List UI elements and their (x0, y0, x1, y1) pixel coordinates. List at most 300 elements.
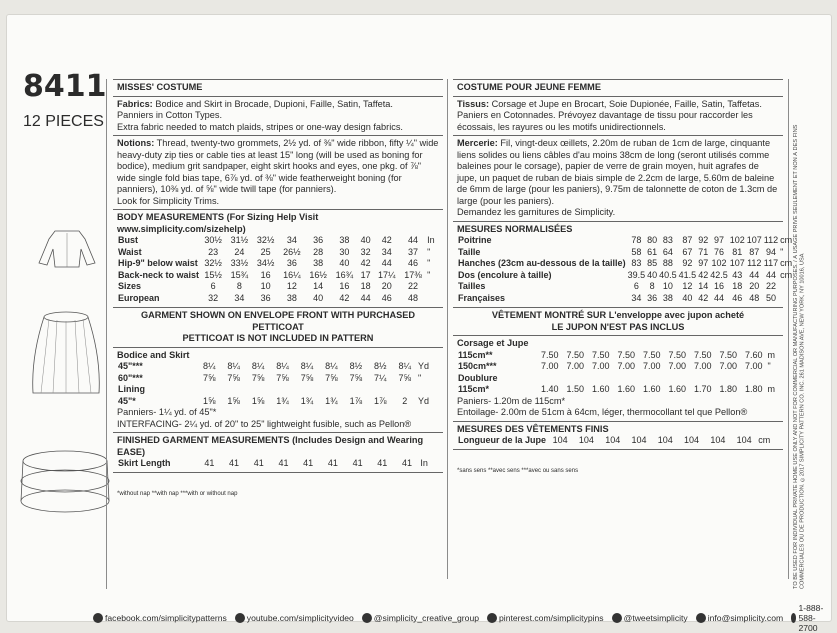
table-cell: 44 (408, 235, 419, 245)
table-cell: 14 (313, 281, 324, 291)
table-cell: 10 (662, 281, 673, 291)
table-cell: 107 (729, 258, 745, 268)
metrage-table (457, 350, 779, 396)
table-cell: 30½ (204, 235, 222, 245)
table-cell: 58 (631, 246, 642, 257)
row-label: 60"*** (118, 372, 143, 383)
divider (788, 79, 789, 579)
table-cell: 15¾ (230, 269, 249, 280)
finis-table (457, 435, 779, 447)
table-cell: 44 (381, 258, 392, 268)
social-link-label: facebook.com/simplicitypatterns (105, 613, 227, 623)
table-cell: 7⅝ (398, 372, 411, 383)
table-cell: 36 (286, 258, 297, 268)
table-row (457, 247, 793, 259)
table-cell: 1⅝ (202, 395, 216, 406)
table-cell: 32 (360, 246, 371, 257)
table-cell: 32½ (204, 258, 222, 268)
table-cell: 94 (765, 246, 776, 257)
finis-block: MESURES DES VÊTEMENTS FINIS Longueur de la Jupe 104 104 104 104 104 104 104 104 cm (453, 422, 783, 450)
email-icon (696, 613, 706, 623)
table-cell: 85 (647, 258, 658, 268)
table-cell: 104 (657, 435, 673, 445)
row-label: Taille (458, 246, 481, 257)
table-cell: 40 (682, 292, 693, 303)
table-cell: 7.50 (617, 349, 636, 360)
mercerie-block: Mercerie: Fil, vingt-deux œillets, 2.20m de ruban de 1cm de large, cinquante liens solides ou liens câbles d'au moins 38cm de long (seront utilisés comme baleines pour le corsage), papier de verre de grain moyen, huit agrafes de jupe, un paquet de ruban de biais simple de 2.2cm de large, 5.60m de baleine de 6mm de large (pour les paniers), 9.75m de talonnette de coton de 1.3cm de large (pour les paniers). Demandez les garnitures de Simplicity. (453, 136, 783, 222)
row-label: Skirt Length (118, 458, 171, 468)
table-cell: 102 (711, 258, 727, 268)
table-cell: 46 (408, 258, 419, 268)
table-cell: 7.00 (719, 361, 738, 371)
social-link-label: info@simplicity.com (707, 613, 784, 623)
table-cell: 34½ (256, 258, 275, 268)
unit-cell: cm (758, 435, 771, 445)
table-cell: 48 (408, 292, 419, 303)
table-cell: 92 (698, 235, 709, 245)
row-label: Sizes (118, 281, 142, 291)
row-label: 45"* (118, 395, 136, 406)
table-cell: 1.80 (744, 384, 763, 394)
table-cell: 1.50 (566, 384, 585, 394)
table-cell: 8¼ (227, 361, 240, 371)
table-cell: 42 (360, 258, 371, 268)
table-cell: 1.40 (540, 384, 559, 394)
table-cell: 36 (647, 292, 658, 303)
pieces-count: 12 PIECES (23, 113, 104, 130)
table-cell: 7.50 (693, 349, 712, 360)
table-cell: 50 (765, 292, 776, 303)
table-cell: 42 (698, 269, 709, 280)
table-cell: 8½ (349, 361, 363, 371)
table-cell: 32½ (256, 235, 275, 245)
notions-block: Notions: Thread, twenty-two grommets, 2½ yd. of ⅜" wide ribbon, fifty ¼" wide heavy-duty zip ties or cable ties at least 15" long (will be used as boning for bodice), medium grit sandpaper, eight skirt hooks and eyes, one pkg. of ⅞" wide single fold bias tape, 6⅞ yd. of ⅜" wide featherweight boning (for panniers), 10⅜ yd. of ⅝" wide twill tape (for panniers). Look for Simplicity Trims. (113, 136, 443, 210)
legal-text: TO BE USED FOR INDIVIDUAL PRIVATE HOME USE ONLY AND NOT FOR COMMERCIAL OR MANUFACTURING PURPOSES. / À USAGE PRIVÉ SEULEMENT ET NON À DES FINS COMMERCIALES OU DE PRODUCTION. ©2017 SIMPLICITY PATTERN CO. INC. 261 MADISON AVE, NEW YORK, NY 10016, USA (793, 124, 806, 589)
table-cell: 26½ (283, 246, 301, 257)
row-label: 115cm* (458, 384, 490, 394)
table-cell: 1¾ (300, 395, 314, 406)
table-cell: 41 (352, 458, 363, 468)
table-cell: 34 (381, 246, 392, 257)
table-cell: 1⅝ (227, 395, 240, 406)
table-cell: 41 (401, 458, 412, 468)
vetement-note: VÊTEMENT MONTRÉ SUR L'enveloppe avec jupon acheté LE JUPON N'EST PAS INCLUS (453, 308, 783, 336)
unit-cell (197, 384, 221, 396)
table-cell: 25 (260, 246, 271, 257)
table-cell: 12 (286, 281, 297, 291)
table-row (117, 293, 439, 305)
row-label: Tailles (458, 281, 486, 291)
social-link[interactable] (487, 613, 604, 623)
table-cell: 7.00 (693, 361, 712, 371)
table-cell: 22 (765, 281, 776, 291)
table-cell: 38 (286, 292, 297, 303)
table-cell: 104 (631, 435, 647, 445)
table-cell: 7⅝ (227, 372, 240, 383)
table-cell: 76 (713, 246, 724, 257)
table-cell: 40 (339, 258, 350, 268)
table-row (457, 235, 793, 247)
table-cell: 28 (313, 246, 324, 257)
nap-note: *sans sens **avec sens ***avec ou sans sens (457, 467, 579, 474)
table-cell: 1.60 (617, 384, 636, 394)
social-link[interactable] (696, 613, 783, 623)
table-row (457, 373, 779, 385)
table-row (117, 373, 439, 385)
table-cell: 30 (339, 246, 350, 257)
table-cell: 15½ (204, 269, 222, 280)
table-cell: 1.60 (591, 384, 610, 394)
table-cell: 34 (631, 292, 642, 303)
table-row (117, 361, 439, 373)
table-cell: 10 (260, 281, 271, 291)
skirt-sketch-icon (29, 307, 103, 399)
table-cell: 7.00 (642, 361, 661, 371)
table-cell: 36 (313, 235, 324, 245)
instagram-icon (362, 613, 372, 623)
table-cell: 1¾ (276, 395, 289, 406)
social-link-label: @simplicity_creative_group (373, 613, 480, 623)
table-cell: 40.5 (659, 269, 677, 280)
unit-cell (426, 281, 439, 293)
table-cell: 7.50 (719, 349, 738, 360)
footer-social-links (93, 603, 831, 633)
table-cell: 7.50 (566, 349, 585, 360)
section-title: COSTUME POUR JEUNE FEMME (453, 79, 783, 97)
table-cell: 7.00 (744, 361, 763, 371)
table-cell: 41 (377, 458, 388, 468)
table-cell: 7.00 (566, 361, 585, 371)
table-cell: 7.50 (668, 349, 687, 360)
unit-cell: cm (780, 258, 793, 268)
table-cell: 16¾ (335, 269, 354, 280)
social-link-label: pinterest.com/simplicitypins (499, 613, 604, 623)
table-cell: 81 (732, 246, 743, 257)
table-cell: 87 (682, 235, 693, 245)
table-cell: 40 (313, 292, 324, 303)
table-cell: 104 (684, 435, 700, 445)
finished-measurements: FINISHED GARMENT MEASUREMENTS (Includes Design and Wearing EASE) Skirt Length 41 41 41 41 41 41 41 41 41 In (113, 433, 443, 473)
table-cell: 104 (552, 435, 568, 445)
table-cell: 1¾ (325, 395, 338, 406)
table-cell: 97 (713, 235, 724, 245)
table-cell: 112 (763, 235, 779, 245)
yardage-block: Bodice and Skirt 45"*** 8¼ 8¼ 8¼ 8¼ 8¼ 8¼ 8½ 8½ 8¼ Yd 60"*** 7⅝ 7⅝ 7⅝ 7⅝ 7⅝ 7⅝ 7⅝ 7¼ 7⅝ " Lining 45"* 1⅝ 1⅝ 1⅝ 1¾ 1¾ 1¾ 1⅞ 1⅞ 2 Yd Panniers- 1¼ yd. of 45"* INTERFACING- 2¼ yd. of 20" to 25" lightweight fusible, such as Pellon® (113, 348, 443, 434)
table-cell: 7.00 (540, 361, 559, 371)
twitter-icon (612, 613, 622, 623)
table-cell: 44 (749, 269, 760, 280)
unit-cell (426, 293, 439, 305)
table-cell: 39.5 (627, 269, 646, 280)
table-cell: 61 (647, 246, 658, 257)
row-label: 45"*** (118, 361, 143, 371)
unit-cell: " (767, 361, 771, 371)
panniers-sketch-icon (17, 447, 113, 517)
body-measurements-table (117, 235, 439, 304)
garment-note: GARMENT SHOWN ON ENVELOPE FRONT WITH PURCHASED PETTICOAT PETTICOAT IS NOT INCLUDED IN PATTERN (113, 308, 443, 348)
table-cell: 88 (662, 258, 673, 268)
unit-cell: Yd (417, 361, 429, 371)
table-row (457, 293, 793, 305)
table-cell: 1.60 (668, 384, 687, 394)
table-cell: 7⅝ (276, 372, 289, 383)
yardage-table (117, 361, 439, 407)
table-cell: 7.00 (617, 361, 636, 371)
table-cell: 6 (210, 281, 216, 291)
unit-cell: In (420, 458, 428, 468)
table-cell: 104 (578, 435, 594, 445)
table-cell: 16 (260, 269, 271, 280)
table-cell: 7.60 (744, 349, 763, 360)
unit-cell: " (427, 246, 431, 257)
table-cell: 37 (408, 246, 419, 257)
table-row (117, 396, 439, 408)
table-cell: 46 (732, 292, 743, 303)
table-cell: 42 (339, 292, 350, 303)
table-cell: 42 (698, 292, 709, 303)
section-title: MISSES' COSTUME (113, 79, 443, 97)
table-cell: 44 (713, 292, 724, 303)
table-cell: 8¼ (251, 361, 265, 371)
table-cell: 7.50 (642, 349, 661, 360)
row-label: Dos (encolure à taille) (458, 269, 552, 280)
table-cell: 7⅝ (251, 372, 265, 383)
table-cell: 8¼ (276, 361, 289, 371)
table-cell: 7⅝ (325, 372, 338, 383)
nap-note: *without nap **with nap ***with or without nap (117, 490, 238, 497)
pinterest-icon (487, 613, 497, 623)
table-row (457, 361, 779, 373)
pattern-envelope-back (6, 14, 832, 633)
metrage-block: Corsage et Jupe 115cm** 7.50 7.50 7.50 7.50 7.50 7.50 7.50 7.50 7.60 m 150cm*** 7.00 7.00 7.00 7.00 7.00 7.00 7.00 7.00 7.00 " Doublure 115cm* 1.40 1.50 1.60 1.60 1.60 1.60 1.70 1.80 1.80 m Paniers- 1.20m de 115cm* Entoilage- 2.00m de 51cm à 64cm, léger, thermocollant tel que Pellon® (453, 336, 783, 422)
unit-cell: In (427, 235, 435, 245)
phone-icon (791, 613, 796, 623)
table-cell: 48 (749, 292, 760, 303)
table-cell: 44 (360, 292, 371, 303)
row-label: Hip-9" below waist (118, 258, 198, 268)
english-column (113, 79, 443, 502)
table-cell: 16½ (309, 269, 327, 280)
table-cell: 41.5 (678, 269, 697, 280)
table-cell: 1.60 (642, 384, 661, 394)
table-row (117, 247, 439, 259)
table-cell: 104 (736, 435, 752, 445)
fabrics-block: Fabrics: Bodice and Skirt in Brocade, Dupioni, Faille, Satin, Taffeta. Panniers in Cotton Types. Extra fabric needed to match plaids, stripes or one-way design fabrics. (113, 97, 443, 137)
table-cell: 32 (208, 292, 219, 303)
table-row (457, 270, 793, 282)
table-cell: 1⅞ (374, 395, 387, 406)
row-label: Back-neck to waist (118, 269, 200, 280)
table-cell: 33½ (230, 258, 249, 268)
table-cell: 71 (698, 246, 709, 257)
table-cell: 44 (765, 269, 776, 280)
row-label: Longueur de la Jupe (458, 435, 547, 445)
body-measurements: BODY MEASUREMENTS (For Sizing Help Visit www.simplicity.com/sizehelp) Bust 30½ 31½ 32½ 34 36 38 40 42 44 In Waist 23 24 25 26½ 28 30 32 34 37 " Hip-9" below waist 32½ 33½ 34½ 36 38 40 42 44 46 " Back-neck to waist 15½ 15¾ 16 16¼ 16½ 16¾ 17 17¼ 17⅜ " Sizes 6 8 10 12 14 16 18 20 22 European 32 34 36 38 40 42 44 46 48 (113, 210, 443, 308)
table-cell: 17 (360, 269, 371, 280)
social-link[interactable] (362, 613, 479, 623)
table-cell: 107 (746, 235, 762, 245)
unit-cell: m (767, 349, 775, 360)
table-cell: 24 (234, 246, 245, 257)
unit-cell: Yd (417, 395, 429, 406)
row-label: Bust (118, 235, 138, 245)
table-cell: 78 (631, 235, 642, 245)
unit-cell (537, 373, 563, 385)
table-cell: 64 (662, 246, 673, 257)
table-cell: 36 (260, 292, 271, 303)
table-cell: 41 (204, 458, 215, 468)
table-cell: 18 (360, 281, 371, 291)
table-row (117, 235, 439, 247)
row-label: Doublure (458, 372, 498, 383)
table-cell: 104 (710, 435, 726, 445)
table-cell: 117 (763, 258, 779, 268)
table-cell: 7.00 (591, 361, 610, 371)
table-cell: 1.80 (719, 384, 738, 394)
divider (447, 79, 448, 579)
table-cell: 1.70 (693, 384, 712, 394)
table-cell: 104 (605, 435, 621, 445)
table-cell: 38 (313, 258, 324, 268)
table-cell: 7⅝ (202, 372, 216, 383)
table-cell: 92 (682, 258, 693, 268)
table-cell: 22 (408, 281, 419, 291)
table-cell: 87 (749, 246, 760, 257)
table-cell: 8 (649, 281, 655, 291)
table-row (457, 281, 793, 293)
table-cell: 8¼ (325, 361, 338, 371)
table-cell: 41 (253, 458, 264, 468)
unit-cell: " (417, 372, 422, 383)
table-cell: 7.50 (540, 349, 559, 360)
table-cell: 42 (381, 235, 392, 245)
tissus-block: Tissus: Corsage et Jupe en Brocart, Soie Dupionée, Faille, Satin, Taffetas. Paniers en Cotonnades. Prévoyez davantage de tissu pour raccorder les écossais, les rayures ou les motifs unidirectionnels. (453, 97, 783, 137)
table-cell: 41 (327, 458, 338, 468)
row-label: Lining (118, 384, 145, 394)
social-link[interactable] (791, 603, 831, 633)
table-cell: 16¼ (283, 269, 301, 280)
table-cell: 1⅞ (349, 395, 363, 406)
table-cell: 34 (234, 292, 245, 303)
table-cell: 46 (381, 292, 392, 303)
table-cell: 102 (729, 235, 745, 245)
social-link[interactable] (612, 613, 688, 623)
table-row (457, 435, 779, 447)
pattern-number: 8411 (23, 69, 107, 104)
unit-cell: cm (780, 235, 793, 245)
table-cell: 7⅝ (349, 372, 363, 383)
table-cell: 1⅝ (251, 395, 265, 406)
bodice-sketch-icon (35, 227, 99, 271)
table-cell: 7.00 (668, 361, 687, 371)
table-row (457, 384, 779, 396)
table-cell: 12 (682, 281, 693, 291)
table-cell: 7¼ (374, 372, 387, 383)
youtube-icon (235, 613, 245, 623)
table-cell: 40 (647, 269, 658, 280)
row-label: Françaises (458, 292, 506, 303)
table-cell: 67 (682, 246, 693, 257)
unit-cell: m (767, 384, 775, 394)
social-link[interactable] (93, 613, 227, 623)
table-cell: 83 (662, 235, 673, 245)
unit-cell: cm (780, 269, 793, 280)
finished-table (117, 458, 439, 470)
table-cell: 8¼ (202, 361, 216, 371)
table-row (117, 258, 439, 270)
social-link-label: @tweetsimplicity (623, 613, 688, 623)
table-cell: 7⅝ (300, 372, 314, 383)
table-cell: 8½ (374, 361, 387, 371)
social-link-label: youtube.com/simplicityvideo (246, 613, 354, 623)
table-cell: 2 (402, 395, 408, 406)
social-link-label: 1-888-588-2700 (798, 603, 824, 633)
table-cell: 80 (647, 235, 658, 245)
table-cell: 6 (633, 281, 639, 291)
table-cell: 17¼ (378, 269, 396, 280)
table-row (457, 350, 779, 362)
row-label: Waist (118, 246, 142, 257)
unit-cell: " (780, 246, 784, 257)
row-label: Poitrine (458, 235, 492, 245)
table-row (117, 281, 439, 293)
table-cell: 41 (303, 458, 314, 468)
table-cell: 41 (278, 458, 289, 468)
table-cell: 16 (339, 281, 350, 291)
table-cell: 97 (698, 258, 709, 268)
table-row (117, 270, 439, 282)
table-cell: 23 (208, 246, 219, 257)
mesures-table (457, 235, 793, 304)
table-cell: 7.50 (591, 349, 610, 360)
table-cell: 31½ (230, 235, 249, 245)
table-cell: 8¼ (300, 361, 314, 371)
table-row (117, 384, 439, 396)
unit-cell (779, 293, 793, 305)
table-cell: 14 (698, 281, 709, 291)
row-label: European (118, 292, 160, 303)
table-cell: 38 (339, 235, 350, 245)
unit-cell: " (427, 269, 431, 280)
table-row (457, 258, 793, 270)
row-label: 150cm*** (458, 361, 497, 371)
facebook-icon (93, 613, 103, 623)
table-cell: 42.5 (710, 269, 728, 280)
table-cell: 20 (749, 281, 760, 291)
unit-cell: " (427, 258, 431, 268)
table-cell: 20 (381, 281, 392, 291)
table-cell: 83 (631, 258, 642, 268)
table-row (117, 458, 439, 470)
row-label: 115cm** (458, 349, 493, 360)
table-cell: 41 (229, 458, 240, 468)
table-cell: 38 (662, 292, 673, 303)
table-cell: 43 (732, 269, 743, 280)
french-column (453, 79, 793, 479)
unit-cell (779, 281, 793, 293)
mesures-block: MESURES NORMALISÉES Poitrine 78 80 83 87 92 97 102 107 112 cm Taille 58 61 64 67 71 76 81 87 94 " Hanches (23cm au-dessous de la taille) 83 85 88 92 97 102 107 112 117 cm Dos (encolure à taille) 39.5 40 40.5 41.5 42 42.5 43 44 44 cm Tailles 6 8 10 12 14 16 18 20 22 Françaises 34 36 38 40 42 44 46 48 50 (453, 222, 783, 309)
table-cell: 8¼ (398, 361, 411, 371)
table-cell: 8 (236, 281, 242, 291)
table-cell: 17⅜ (404, 269, 422, 280)
row-label: Hanches (23cm au-dessous de la taille) (458, 258, 626, 268)
table-cell: 112 (747, 258, 762, 268)
social-link[interactable] (235, 613, 354, 623)
table-cell: 40 (360, 235, 371, 245)
table-cell: 16 (713, 281, 724, 291)
divider (106, 79, 107, 589)
table-cell: 18 (732, 281, 743, 291)
